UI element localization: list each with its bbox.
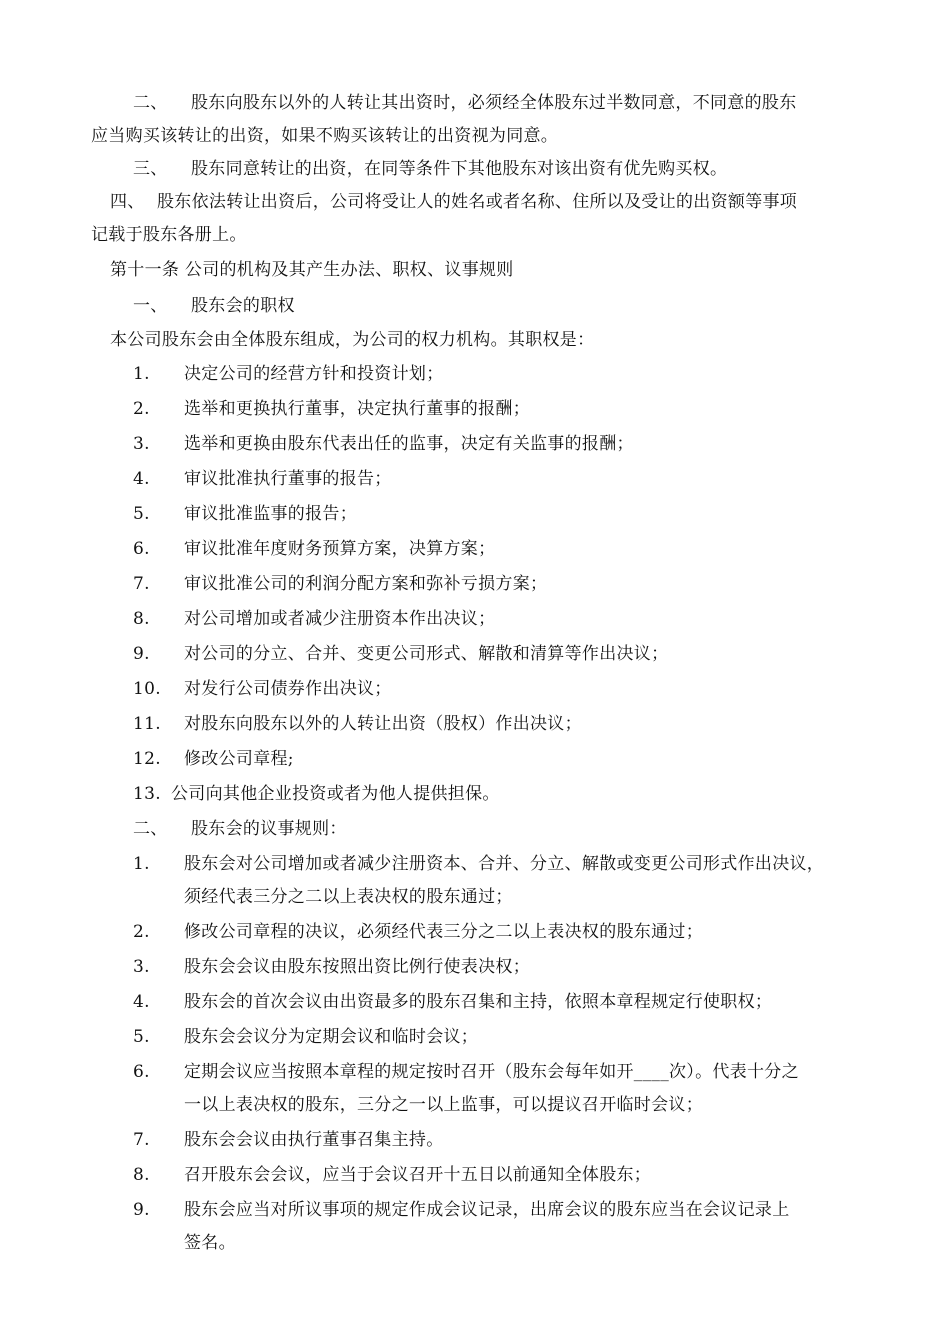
section1-intro: 本公司股东会由全体股东组成，为公司的权力机构。其职权是： xyxy=(110,330,595,350)
s1-item-num: 13. xyxy=(133,784,161,804)
s2-item-text: 定期会议应当按照本章程的规定按时召开（股东会每年如开____次）。代表十分之 xyxy=(184,1062,799,1082)
section2-marker: 二、 xyxy=(133,819,168,839)
s2-item-num: 6. xyxy=(133,1062,150,1082)
s1-item-text: 选举和更换由股东代表出任的监事，决定有关监事的报酬； xyxy=(184,434,634,454)
s1-item-text: 对股东向股东以外的人转让出资（股权）作出决议； xyxy=(184,714,582,734)
para-3-marker: 三、 xyxy=(133,159,168,179)
s1-item-num: 7. xyxy=(133,574,150,594)
s1-item-num: 3. xyxy=(133,434,150,454)
s2-item-text: 股东会会议分为定期会议和临时会议； xyxy=(184,1027,479,1047)
s2-item-text-cont: 一以上表决权的股东，三分之一以上监事，可以提议召开临时会议； xyxy=(184,1095,703,1115)
s1-item-num: 6. xyxy=(133,539,150,559)
s2-item-num: 5. xyxy=(133,1027,150,1047)
s1-item-num: 8. xyxy=(133,609,150,629)
s2-item-text: 股东会会议由执行董事召集主持。 xyxy=(184,1130,444,1150)
s2-item-num: 7. xyxy=(133,1130,150,1150)
s2-item-text: 股东会应当对所议事项的规定作成会议记录，出席会议的股东应当在会议记录上 xyxy=(184,1200,790,1220)
s1-item-text: 对发行公司债券作出决议； xyxy=(184,679,392,699)
s2-item-text: 股东会的首次会议由出资最多的股东召集和主持，依照本章程规定行使职权； xyxy=(184,992,773,1012)
section1-marker: 一、 xyxy=(133,296,168,316)
s1-item-num: 12. xyxy=(133,749,161,769)
s2-item-text-cont: 签名。 xyxy=(184,1233,236,1253)
s1-item-text: 修改公司章程; xyxy=(184,749,294,769)
s1-item-text: 审议批准公司的利润分配方案和弥补亏损方案； xyxy=(184,574,548,594)
s2-item-text: 股东会会议由股东按照出资比例行使表决权； xyxy=(184,957,530,977)
s1-item-num: 9. xyxy=(133,644,150,664)
s1-item-num: 11. xyxy=(133,714,161,734)
s1-item-text: 审议批准监事的报告； xyxy=(184,504,357,524)
s2-item-num: 2. xyxy=(133,922,150,942)
s1-item-num: 4. xyxy=(133,469,150,489)
s2-item-num: 4. xyxy=(133,992,150,1012)
s1-item-text: 对公司的分立、合并、变更公司形式、解散和清算等作出决议； xyxy=(184,644,669,664)
section2-title: 股东会的议事规则： xyxy=(191,819,347,839)
para-2-marker: 二、 xyxy=(133,93,168,113)
s2-item-num: 1. xyxy=(133,854,150,874)
s2-item-num: 3. xyxy=(133,957,150,977)
s1-item-num: 2. xyxy=(133,399,150,419)
para-2-line-1: 股东向股东以外的人转让其出资时，必须经全体股东过半数同意，不同意的股东 xyxy=(191,93,797,113)
para-3-line-1: 股东同意转让的出资，在同等条件下其他股东对该出资有优先购买权。 xyxy=(191,159,728,179)
section1-title: 股东会的职权 xyxy=(191,296,295,316)
s1-item-text: 对公司增加或者减少注册资本作出决议； xyxy=(184,609,496,629)
para-2-line-2: 应当购买该转让的出资，如果不购买该转让的出资视为同意。 xyxy=(91,126,559,146)
s1-item-text: 选举和更换执行董事，决定执行董事的报酬； xyxy=(184,399,530,419)
para-4-marker: 四、 xyxy=(110,192,145,212)
s1-item-num: 5. xyxy=(133,504,150,524)
s1-item-text: 决定公司的经营方针和投资计划； xyxy=(184,364,444,384)
article-title: 第十一条 公司的机构及其产生办法、职权、议事规则 xyxy=(110,260,514,280)
s1-item-num: 1. xyxy=(133,364,150,384)
s2-item-text-cont: 须经代表三分之二以上表决权的股东通过； xyxy=(184,887,513,907)
s1-item-text: 审议批准执行董事的报告； xyxy=(184,469,392,489)
s2-item-text: 修改公司章程的决议，必须经代表三分之二以上表决权的股东通过； xyxy=(184,922,703,942)
s2-item-num: 9. xyxy=(133,1200,150,1220)
s2-item-num: 8. xyxy=(133,1165,150,1185)
para-4-line-2: 记载于股东各册上。 xyxy=(91,225,247,245)
s2-item-text: 股东会对公司增加或者减少注册资本、合并、分立、解散或变更公司形式作出决议， xyxy=(184,854,825,874)
s1-item-text: 公司向其他企业投资或者为他人提供担保。 xyxy=(171,784,500,804)
s1-item-text: 审议批准年度财务预算方案，决算方案； xyxy=(184,539,496,559)
para-4-line-1: 股东依法转让出资后，公司将受让人的姓名或者名称、住所以及受让的出资额等事项 xyxy=(157,192,798,212)
s1-item-num: 10. xyxy=(133,679,161,699)
s2-item-text: 召开股东会会议，应当于会议召开十五日以前通知全体股东； xyxy=(184,1165,652,1185)
